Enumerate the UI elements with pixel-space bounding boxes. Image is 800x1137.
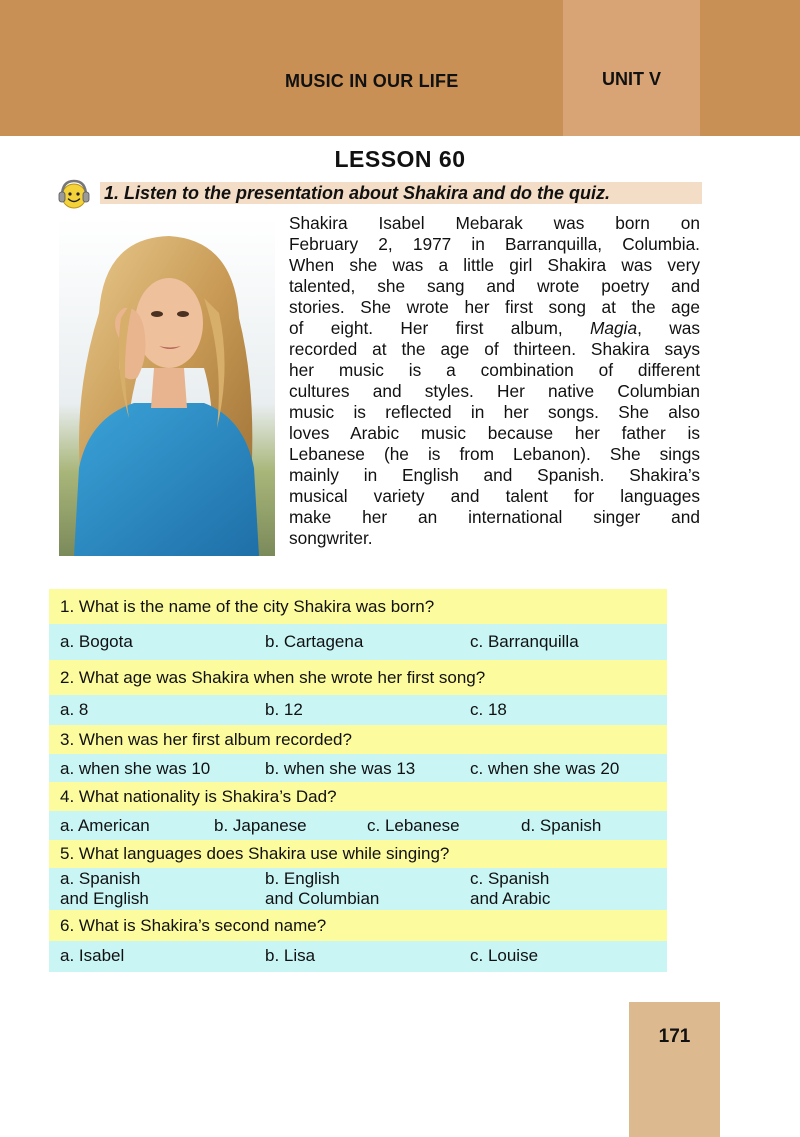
answer-line: b. English: [265, 869, 340, 888]
unit-tab: [563, 0, 700, 136]
biography-passage: [289, 213, 700, 549]
quiz-question: [49, 660, 667, 695]
album-title: Magia: [590, 318, 638, 338]
album-tail: , was: [637, 318, 700, 338]
passage-line: music is reflected in her songs. She also: [289, 402, 700, 422]
page-number: 171: [658, 1026, 691, 1047]
quiz-question: [49, 840, 667, 868]
task-instruction-bar: [100, 182, 702, 204]
answer-option[interactable]: [265, 869, 379, 909]
quiz-answers: [49, 811, 667, 840]
question-text: 6. What is Shakira’s second name?: [60, 916, 327, 935]
section-title: MUSIC IN OUR LIFE: [285, 71, 459, 91]
passage-line: make her an international singer and: [289, 507, 700, 527]
passage-line: loves Arabic music because her father is: [289, 423, 700, 443]
question-text: 1. What is the name of the city Shakira was born?: [60, 597, 435, 616]
unit-label: UNIT V: [601, 69, 661, 89]
question-text: 2. What age was Shakira when she wrote her first song?: [60, 668, 486, 687]
passage-line: When she was a little girl Shakira was very: [289, 255, 700, 275]
answer-option[interactable]: a. Isabel: [60, 946, 125, 965]
question-text: 5. What languages does Shakira use while singing?: [60, 844, 450, 863]
answer-line: and Arabic: [470, 889, 551, 908]
passage-line: February 2, 1977 in Barranquilla, Columbia.: [289, 234, 700, 254]
passage-line: her music is a combination of different: [289, 360, 700, 380]
answer-option[interactable]: c. Lebanese: [367, 816, 460, 835]
answer-option[interactable]: a. American: [60, 816, 150, 835]
page-number-tab: [629, 1002, 720, 1137]
quiz-question: [49, 589, 667, 624]
passage-line: Lebanese (he is from Lebanon). She sings: [289, 444, 700, 464]
passage-line: musical variety and talent for languages: [289, 486, 700, 506]
headphones-smiley-icon: [56, 176, 92, 212]
lesson-title: LESSON 60: [334, 146, 466, 172]
quiz-question: [49, 725, 667, 754]
passage-line: cultures and styles. Her native Columbian: [289, 381, 700, 401]
answer-option[interactable]: [60, 869, 149, 909]
answer-option[interactable]: b. Lisa: [265, 946, 316, 965]
answer-option[interactable]: c. 18: [470, 700, 507, 719]
answer-option[interactable]: a. when she was 10: [60, 759, 211, 778]
passage-line-album: [289, 318, 700, 339]
answer-option[interactable]: c. Barranquilla: [470, 632, 579, 651]
passage-line: Shakira Isabel Mebarak was born on: [289, 213, 700, 233]
quiz-answers: [49, 941, 667, 972]
quiz-table: [49, 589, 667, 972]
answer-option[interactable]: d. Spanish: [521, 816, 602, 835]
answer-option[interactable]: b. 12: [265, 700, 303, 719]
passage-line: talented, she sang and wrote poetry and: [289, 276, 700, 296]
passage-line: stories. She wrote her first song at the age: [289, 297, 700, 317]
passage-line: mainly in English and Spanish. Shakira’s: [289, 465, 700, 485]
answer-line: c. Spanish: [470, 869, 550, 888]
quiz-question: [49, 910, 667, 941]
answer-line: a. Spanish: [60, 869, 141, 888]
task-instruction: 1. Listen to the presentation about Shakira and do the quiz.: [104, 183, 611, 203]
header-bar: [0, 0, 800, 136]
answer-option[interactable]: b. when she was 13: [265, 759, 416, 778]
question-text: 3. When was her first album recorded?: [60, 730, 352, 749]
answer-option[interactable]: a. 8: [60, 700, 89, 719]
quiz-answers: [49, 624, 667, 660]
answer-option[interactable]: a. Bogota: [60, 632, 133, 651]
passage-line: songwriter.: [289, 528, 373, 548]
question-text: 4. What nationality is Shakira’s Dad?: [60, 787, 337, 806]
shakira-photo: [59, 218, 275, 556]
quiz-answers: [49, 695, 667, 725]
quiz-answers: [49, 754, 667, 782]
answer-option[interactable]: [470, 869, 550, 909]
quiz-answers: [49, 868, 667, 910]
quiz-question: [49, 782, 667, 811]
passage-line: recorded at the age of thirteen. Shakira says: [289, 339, 700, 359]
passage-line: of eight. Her first album,: [289, 318, 563, 338]
answer-option[interactable]: c. Louise: [470, 946, 539, 965]
answer-option[interactable]: b. Japanese: [214, 816, 307, 835]
answer-option[interactable]: c. when she was 20: [470, 759, 620, 778]
answer-line: and English: [60, 889, 149, 908]
answer-line: and Columbian: [265, 889, 380, 908]
answer-option[interactable]: b. Cartagena: [265, 632, 364, 651]
